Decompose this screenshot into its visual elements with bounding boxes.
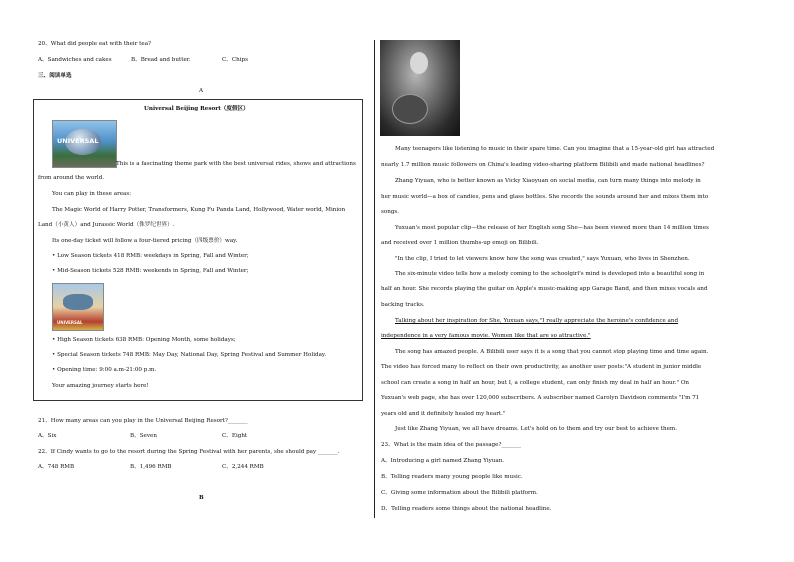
q23-option-a: A、Introducing a girl named Zhang Yiyuan. — [381, 458, 505, 464]
para-line-8: "In the clip, I tried to let viewers know how the song was created," says Yuxuan, who lives in Shenzhen. — [395, 256, 690, 262]
para-line-13: independence in a very famous movie. Women like that are so attractive." — [381, 333, 591, 339]
box-play-intro: You can play in these areas: — [52, 191, 132, 197]
photo-face-shape — [410, 52, 428, 74]
para-line-1: Many teenagers like listening to music in their spare time. Can you imagine that a 15-year-old girl has attracted — [395, 146, 715, 152]
q20-option-c: C、Chips — [222, 57, 248, 63]
resort-poster-image — [52, 283, 104, 331]
para-line-19: Just like Zhang Yiyuan, we all have dreams. Let's hold on to them and try our best to achieve them. — [395, 426, 677, 432]
passage-label-b: B — [199, 495, 204, 501]
question-22: 22、If Cindy wants to go to the resort during the Spring Festival with her parents, she should pay _______. — [38, 449, 340, 455]
guitar-shape — [392, 94, 428, 124]
girl-with-guitar-photo — [380, 40, 460, 136]
para-line-15: The video has forced many to reflect on their own productivity, as another user posts:"A student in junior middle — [381, 364, 702, 370]
para-line-9: The six-minute video tells how a melody coming to the schoolgirl's mind is developed into a beautiful song in — [395, 271, 705, 277]
para-line-5: songs. — [381, 209, 400, 215]
para-line-2: nearly 1.7 million music followers on China's leading video-sharing platform Bilibili and made national headlines? — [381, 162, 705, 168]
para-line-7: and received over 1 million thumbs-up emoji on Bilibili. — [381, 240, 539, 246]
question-23: 23、What is the main idea of the passage?_______ — [381, 442, 522, 448]
para-line-16: school can create a song in half an hour, but I, a college student, can only finish my deal in half an hour." On — [381, 380, 690, 386]
para-line-6: Yuxuan's most popular clip—the release of her English song She—has been viewed more than 14 million times — [395, 225, 709, 231]
question-21: 21、How many areas can you play in the Universal Beijing Resort?_______ — [38, 418, 248, 424]
para-line-11: backing tracks. — [381, 302, 425, 308]
box-title: Universal Beijing Resort（度假区） — [144, 106, 249, 112]
para-line-18: years old and it definitely healed my heart." — [381, 411, 506, 417]
section-title: 三、阅读单选 — [38, 73, 72, 79]
para-line-10: half an hour. She records playing the guitar on Apple's music-making app Garage Band, and then mixes vocals and — [381, 286, 708, 292]
q21-option-c: C、Eight — [222, 433, 248, 439]
q20-option-b: B、Bread and butter. — [131, 57, 191, 63]
box-high-season: • High Season tickets 638 RMB: Opening Month, some holidays; — [52, 337, 236, 343]
para-line-12: Talking about her inspiration for She, Yuxuan says,"I really appreciate the heroine's confidence and — [395, 318, 679, 324]
q22-option-b: B、1,496 RMB — [130, 464, 172, 470]
para-line-17: Yuxuan's web page, she has over 120,000 subscribers. A subscriber named Carolyn Davidson comments "I'm 71 — [381, 395, 700, 401]
box-areas-line2: Land（小黄人）and Jurassic World（侏罗纪世界）. — [38, 222, 175, 228]
thumb2-text: UNIVERSAL — [57, 320, 83, 325]
box-opening-time: • Opening time: 9:00 a.m-21:00 p.m. — [52, 367, 157, 373]
q21-option-a: A、Six — [38, 433, 57, 439]
box-mid-season: • Mid-Season tickets 528 RMB: weekends in Spring, Fall and Winter; — [52, 268, 249, 274]
q22-option-a: A、748 RMB — [38, 464, 75, 470]
q20-option-a: A、Sandwiches and cakes — [38, 57, 112, 63]
column-divider — [374, 40, 375, 518]
box-low-season: • Low Season tickets 418 RMB: weekdays in Spring, Fall and Winter; — [52, 253, 249, 259]
passage-label-a: A — [199, 88, 204, 94]
universal-globe-image — [52, 120, 117, 168]
para-line-4: her music world—a box of candies, pens and glass bottles. She records the sounds around her and mixes them into — [381, 194, 709, 200]
box-journey: Your amazing journey starts here! — [52, 383, 149, 389]
q22-option-c: C、2,244 RMB — [222, 464, 264, 470]
para-line-14: The song has amazed people. A Bilibili user says it is a song that you cannot stop playing time and time again. — [395, 349, 709, 355]
question-20: 20、What did people eat with their tea? — [38, 41, 152, 47]
q21-option-b: B、Seven — [130, 433, 157, 439]
box-pricing: Its one-day ticket will follow a four-tiered pricing（四级票价）way. — [52, 238, 238, 244]
poster-character-shape — [63, 294, 93, 310]
q23-option-d: D、Telling readers some things about the national headline. — [381, 506, 552, 512]
q23-option-c: C、Giving some information about the Bilibili platform. — [381, 490, 538, 496]
box-intro: This is a fascinating theme park with the best universal rides, shows and attractions — [116, 161, 356, 167]
para-line-3: Zhang Yiyuan, who is better known as Vicky Xiaoyuan on social media, can turn many things into melody in — [395, 178, 701, 184]
thumb1-logo-text: UNIVERSAL — [57, 137, 99, 145]
box-areas-line1: The Magic World of Harry Potter, Transformers, Kung Fu Panda Land, Hollywood, Water world, Minion — [52, 207, 346, 213]
box-intro-line2: from around the world. — [38, 175, 105, 181]
box-special-season: • Special Season tickets 748 RMB: May Day, National Day, Spring Festival and Summer Holiday. — [52, 352, 327, 358]
q23-option-b: B、Telling readers many young people like music. — [381, 474, 523, 480]
